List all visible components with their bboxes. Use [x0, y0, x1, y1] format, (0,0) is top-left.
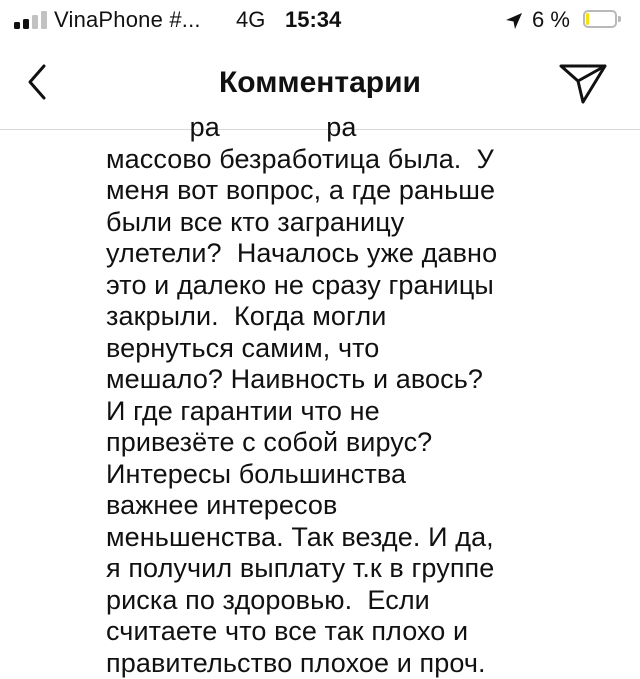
- comment-line: меньшенства. Так везде. И да,: [106, 521, 494, 552]
- share-button[interactable]: [556, 58, 612, 108]
- comment-line: массово безработица была. У: [106, 143, 494, 174]
- comment-line: привезёте с собой вирус?: [106, 427, 433, 457]
- comment-body: [0, 112, 640, 679]
- network-type: 4G: [236, 7, 266, 32]
- battery-cap: [618, 16, 621, 22]
- battery-level-fill: [586, 13, 589, 25]
- comment-line: считаете что все так плохо и: [106, 616, 469, 646]
- location-arrow-icon: [505, 12, 523, 30]
- comment-line: меня вот вопрос, а где раньше: [106, 175, 496, 205]
- paper-plane-icon: [556, 58, 612, 108]
- status-bar: [0, 0, 640, 44]
- comment-line: важнее интересов: [106, 490, 338, 520]
- comment-line: были все кто заграницу: [106, 206, 405, 237]
- comment-line: И где гарантии что не: [106, 395, 380, 426]
- page-title: Комментарии: [218, 66, 422, 99]
- status-time: 15:34: [285, 7, 342, 32]
- comment-line: улетели? Началось уже давно: [106, 238, 498, 268]
- comment-line: закрыли. Когда могли: [106, 301, 387, 331]
- comment-line: риска по здоровью. Если: [106, 584, 430, 615]
- signal-bar: [14, 22, 20, 29]
- signal-bar: [23, 19, 29, 29]
- battery-percent: 6 %: [532, 7, 570, 32]
- comment-line: я получил выплату т.к в группе: [106, 553, 495, 583]
- comment-line: правительство плохое и проч.: [106, 647, 486, 678]
- comment-line: ра ра: [106, 112, 395, 142]
- comment-line: вернуться самим, что: [106, 332, 380, 363]
- comment-line: Интересы большинства: [106, 458, 407, 489]
- comment-line: мешало? Наивность и авось?: [106, 364, 483, 394]
- signal-bar: [41, 11, 47, 29]
- carrier-name: VinaPhone #...: [54, 7, 201, 32]
- battery-icon: [583, 10, 623, 30]
- signal-strength-icon: [14, 11, 50, 29]
- comment-text: [106, 112, 497, 679]
- comment-line: это и далеко не сразу границы: [106, 269, 494, 300]
- signal-bar: [32, 15, 38, 29]
